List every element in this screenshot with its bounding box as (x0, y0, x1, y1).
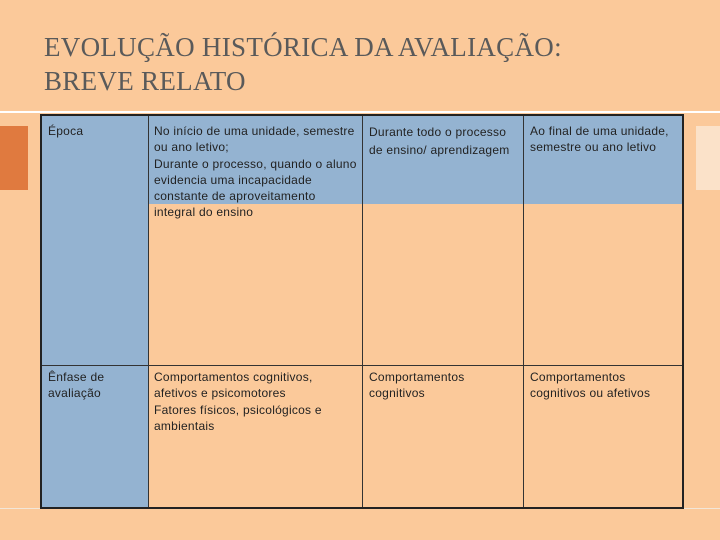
header-column-fill (42, 116, 148, 507)
cell-line: Comportamentos cognitivos ou afetivos (530, 370, 651, 401)
left-accent-bar (0, 126, 28, 190)
title-divider (0, 111, 720, 113)
cell-line: Durante o processo, quando o aluno evidencia uma incapacidade constante de aproveitamento integral do ensino (154, 156, 357, 220)
right-accent-bar (696, 126, 720, 190)
table-cell (369, 369, 489, 402)
slide-title-line-2: BREVE RELATO (44, 66, 246, 96)
column-divider (523, 116, 524, 507)
cell-line: Ao final de uma unidade, semestre ou ano letivo (530, 124, 669, 155)
table-cell (154, 123, 359, 221)
row-header-epoca: Época (48, 124, 84, 138)
table-cell (530, 123, 680, 156)
column-divider (148, 116, 149, 507)
slide-title (44, 30, 684, 98)
slide-title-line-1: EVOLUÇÃO HISTÓRICA DA AVALIAÇÃO: (44, 32, 562, 62)
cell-line: Durante todo o processo de ensino/ aprendizagem (369, 125, 510, 157)
table-cell (369, 123, 517, 159)
row-header-enfase: Ênfase de avaliação (48, 370, 105, 400)
table-cell (530, 369, 670, 402)
cell-line: Fatores físicos, psicológicos e ambientais (154, 402, 322, 433)
table-cell (154, 369, 354, 434)
cell-line: Comportamentos cognitivos (369, 370, 465, 401)
row-divider (42, 365, 682, 366)
cell-line: Comportamentos cognitivos, afetivos e psicomotores (154, 370, 313, 401)
evaluation-table (40, 114, 684, 509)
cell-line: No início de uma unidade, semestre ou ano letivo; (154, 124, 355, 155)
column-divider (362, 116, 363, 507)
